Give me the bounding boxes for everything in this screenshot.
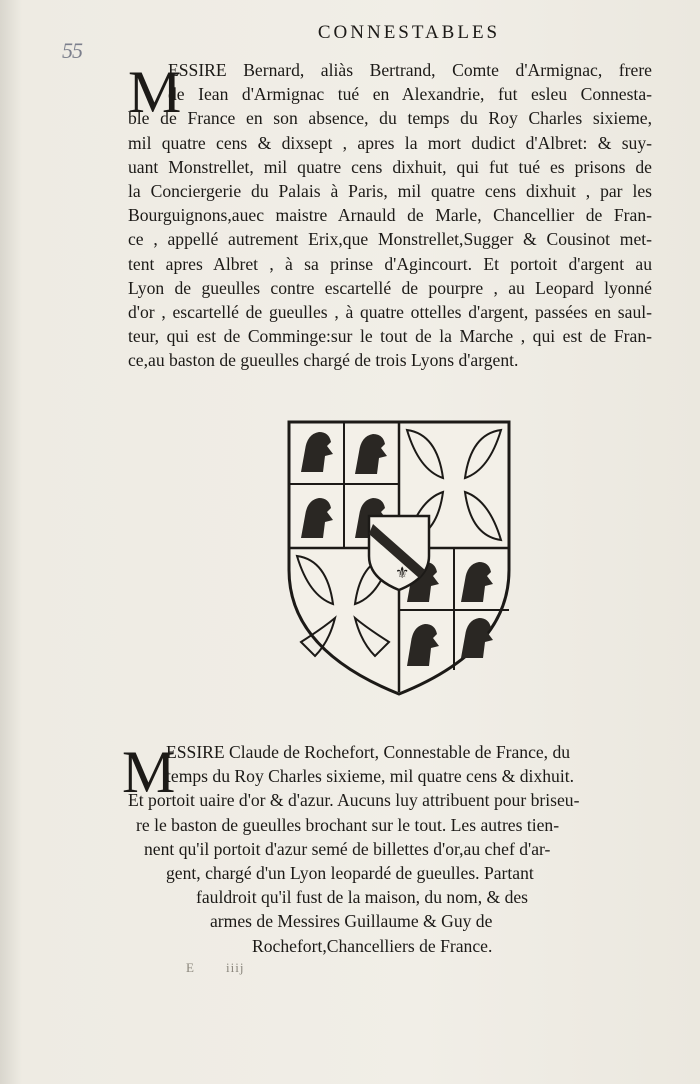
text-line: ce , appellé autrement Erix,que Monstrellet,Sugger & Cousinot met- — [128, 229, 652, 250]
text-line: temps du Roy Charles sixieme, mil quatre cens & dixhuit. — [166, 766, 575, 787]
text-line: tent apres Albret , à sa prinse d'Agincourt. Et portoit d'argent au — [128, 253, 652, 274]
page-mark: iiij — [226, 960, 245, 975]
text-line: de Iean d'Armignac tué en Alexandrie, fut esleu Connesta- — [168, 84, 652, 105]
margin-note: 55 — [62, 38, 82, 63]
entry-claude-rochefort — [122, 740, 652, 958]
text-line: mil quatre cens & dixsept , apres la mort dudict d'Albret: & suy- — [128, 132, 652, 153]
signature-mark: E — [186, 960, 195, 975]
text-line: la Conciergerie du Palais à Paris, mil quatre cens dixhuit , par les — [128, 181, 652, 202]
lion-icon — [293, 426, 340, 481]
coat-of-arms — [287, 420, 511, 696]
text-line: fauldroit qu'il fust de la maison, du nom, & des — [196, 887, 529, 908]
text-line: Bourguignons,auec maistre Arnauld de Marle, Chancellier de Fran- — [128, 205, 652, 226]
drop-cap: M — [122, 739, 176, 805]
text-line: re le baston de gueulles brochant sur le tout. Les autres tien- — [136, 814, 560, 835]
entry-bernard-armignac — [128, 58, 652, 373]
text-line: armes de Messires Guillaume & Guy de — [210, 911, 493, 932]
text-line: ESSIRE Claude de Rochefort, Connestable de France, du — [166, 742, 571, 762]
text-line: Et portoit uaire d'or & d'azur. Aucuns luy attribuent pour briseu- — [128, 790, 580, 811]
text-line: ce,au baston de gueulles chargé de trois Lyons d'argent. — [128, 350, 519, 371]
text-line: Rochefort,Chancelliers de France. — [252, 935, 493, 956]
text-line: ble de France en son absence, du temps du Roy Charles sixieme, — [128, 108, 652, 129]
text-line: teur, qui est de Comminge:sur le tout de la Marche , qui est de Fran- — [128, 326, 652, 347]
text-line: uant Monstrellet, mil quatre cens dixhuit, qui fut tué es prisons de — [128, 156, 652, 177]
svg-text:⚜: ⚜ — [395, 565, 410, 582]
text-line: nent qu'il portoit d'azur semé de billettes d'or,au chef d'ar- — [144, 838, 551, 859]
text-line: d'or , escartellé de gueulles , à quatre ottelles d'argent, passées en saul- — [128, 302, 652, 323]
text-line: gent, chargé d'un Lyon leopardé de gueulles. Partant — [166, 863, 534, 884]
text-line: ESSIRE Bernard, aliàs Bertrand, Comte d'Armignac, frere — [168, 60, 652, 80]
running-header: CONNESTABLES — [317, 22, 501, 43]
text-line: Lyon de gueulles contre escartellé de pourpre , au Leopard lyonné — [128, 277, 652, 298]
drop-cap: M — [128, 59, 182, 125]
